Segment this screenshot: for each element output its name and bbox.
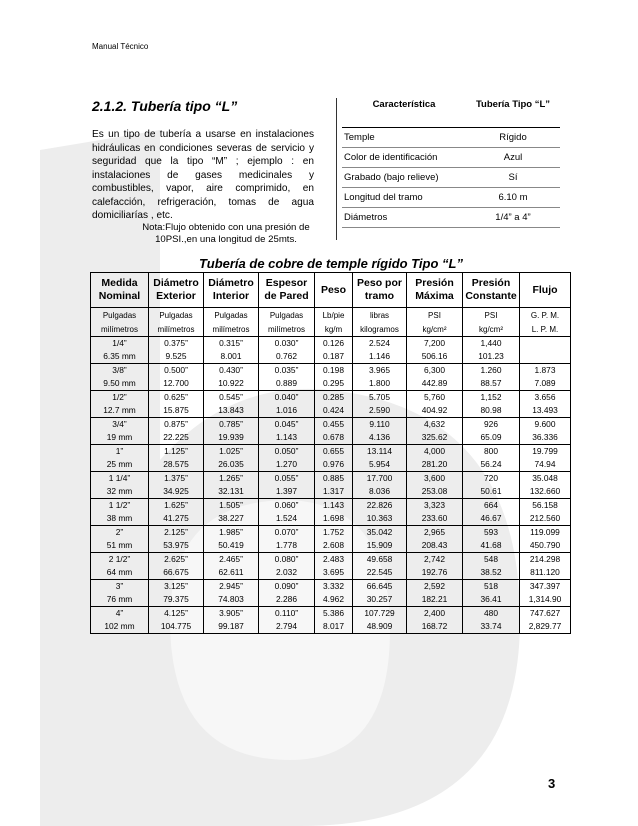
table-cell: 8.001: [204, 350, 259, 364]
table-row: [91, 418, 571, 432]
copper-tube-table: [90, 272, 571, 634]
table-cell: 5.386: [315, 607, 353, 621]
table-cell: kilogramos: [353, 322, 407, 337]
table-cell: 35.048: [520, 472, 571, 486]
table-cell: 2,965: [407, 526, 463, 540]
table-cell: 3/8”: [91, 364, 149, 378]
table-cell: 0.785”: [204, 418, 259, 432]
table-cell: 3,600: [407, 472, 463, 486]
column-header-line: Constante: [465, 290, 517, 302]
column-header-line: Nominal: [98, 290, 141, 302]
table-cell: 3.905”: [204, 607, 259, 621]
table-cell: 0.424: [315, 404, 353, 418]
table-cell: 1,152: [463, 391, 520, 405]
table-cell: 2.286: [259, 593, 315, 607]
table-cell: 34.925: [149, 485, 204, 499]
table-cell: 8.017: [315, 620, 353, 634]
table-cell: 49.658: [353, 553, 407, 567]
table-cell: 32 mm: [91, 485, 149, 499]
table-row: [91, 580, 571, 594]
column-header-line: Diámetro: [153, 277, 199, 289]
characteristics-header-row: [342, 99, 560, 128]
table-cell: 28.575: [149, 458, 204, 472]
table-cell: 107.729: [353, 607, 407, 621]
table-cell: 13.843: [204, 404, 259, 418]
table-cell: 3.965: [353, 364, 407, 378]
document-header: Manual Técnico: [92, 42, 149, 51]
table-cell: 1,440: [463, 337, 520, 351]
table-cell: 1.317: [315, 485, 353, 499]
table-cell: kg/m: [315, 322, 353, 337]
column-header-line: de Pared: [264, 290, 309, 302]
column-header-line: Diámetro: [208, 277, 254, 289]
table-cell: 1/4”: [91, 337, 149, 351]
table-cell: 214.298: [520, 553, 571, 567]
table-cell: 281.20: [407, 458, 463, 472]
column-header: [204, 273, 259, 308]
table-cell: 1.270: [259, 458, 315, 472]
table-cell: 1 1/2”: [91, 499, 149, 513]
table-cell: 4.962: [315, 593, 353, 607]
table-cell: kg/cm²: [463, 322, 520, 337]
table-cell: 19.799: [520, 445, 571, 459]
table-cell: 2.524: [353, 337, 407, 351]
table-cell: PSI: [463, 308, 520, 323]
characteristic-value: 1/4” a 4”: [466, 208, 560, 228]
column-header: [353, 273, 407, 308]
table-cell: 1/2”: [91, 391, 149, 405]
table-cell: 3.656: [520, 391, 571, 405]
table-cell: 0.976: [315, 458, 353, 472]
table-cell: 50.61: [463, 485, 520, 499]
table-cell: 233.60: [407, 512, 463, 526]
table-cell: 4,000: [407, 445, 463, 459]
column-header-line: Peso por: [357, 277, 402, 289]
table-row: [91, 445, 571, 459]
table-row: [91, 391, 571, 405]
table-cell: 13.493: [520, 404, 571, 418]
column-header-line: Exterior: [156, 290, 196, 302]
table-cell: 747.627: [520, 607, 571, 621]
table-cell: 506.16: [407, 350, 463, 364]
characteristic-header: Característica: [342, 99, 466, 128]
table-cell: 0.110”: [259, 607, 315, 621]
table-cell: 518: [463, 580, 520, 594]
table-cell: 65.09: [463, 431, 520, 445]
table-cell: 41.68: [463, 539, 520, 553]
table-cell: 2.590: [353, 404, 407, 418]
table-cell: 0.060”: [259, 499, 315, 513]
table-cell: 182.21: [407, 593, 463, 607]
table-cell: 0.875”: [149, 418, 204, 432]
column-header-line: Presión: [415, 277, 454, 289]
table-cell: 2.483: [315, 553, 353, 567]
table-cell: 1.025”: [204, 445, 259, 459]
table-cell: 1.698: [315, 512, 353, 526]
table-cell: 2.032: [259, 566, 315, 580]
table-cell: 15.875: [149, 404, 204, 418]
table-cell: 3.332: [315, 580, 353, 594]
characteristic-value: Azul: [466, 148, 560, 168]
column-header: [520, 273, 571, 308]
table-cell: 4”: [91, 607, 149, 621]
characteristic-row: [342, 148, 560, 168]
table-cell: 62.611: [204, 566, 259, 580]
units-row: [91, 308, 571, 323]
units-row: [91, 322, 571, 337]
table-cell: 1.143: [315, 499, 353, 513]
table-cell: 664: [463, 499, 520, 513]
intro-paragraph: Es un tipo de tubería a usarse en instalaciones hidráulicas en condiciones severas de servicio y seguridad que la tipo “M” ; ejemplo : en instalaciones de gases medicinales y combustibles, vapor, aire comprimido, en calefacción, refrigeración, tomas de agua domiciliarías , etc.: [92, 129, 314, 221]
table-cell: PSI: [407, 308, 463, 323]
table-cell: 2,592: [407, 580, 463, 594]
table-cell: 2.945”: [204, 580, 259, 594]
table-cell: 0.678: [315, 431, 353, 445]
table-cell: 0.455: [315, 418, 353, 432]
table-cell: G. P. M.: [520, 308, 571, 323]
table-cell: 0.762: [259, 350, 315, 364]
table-cell: 5.705: [353, 391, 407, 405]
table-cell: 64 mm: [91, 566, 149, 580]
table-cell: 2.608: [315, 539, 353, 553]
table-cell: 1.125”: [149, 445, 204, 459]
table-cell: 0.430”: [204, 364, 259, 378]
table-cell: 3.695: [315, 566, 353, 580]
table-cell: [520, 350, 571, 364]
tube-type-header: Tubería Tipo “L”: [466, 99, 560, 128]
table-cell: 88.57: [463, 377, 520, 391]
column-header-line: Flujo: [532, 283, 558, 296]
table-cell: 2.125”: [149, 526, 204, 540]
table-cell: 38 mm: [91, 512, 149, 526]
table-cell: 208.43: [407, 539, 463, 553]
table-cell: 22.826: [353, 499, 407, 513]
table-cell: 0.285: [315, 391, 353, 405]
column-header-line: Peso: [320, 283, 347, 296]
characteristic-label: Longitud del tramo: [342, 188, 466, 208]
table-cell: 50.419: [204, 539, 259, 553]
characteristic-value: 6.10 m: [466, 188, 560, 208]
column-header: [315, 273, 353, 308]
table-cell: 0.295: [315, 377, 353, 391]
table-cell: 0.625”: [149, 391, 204, 405]
flow-note: Nota:Flujo obtenido con una presión de 10PSI.,en una longitud de 25mts.: [142, 222, 310, 245]
table-cell: 325.62: [407, 431, 463, 445]
table-cell: 1 1/4”: [91, 472, 149, 486]
table-cell: 1.752: [315, 526, 353, 540]
characteristics-table: [342, 99, 560, 228]
table-cell: 2,829.77: [520, 620, 571, 634]
table-cell: 2,400: [407, 607, 463, 621]
table-cell: 1.524: [259, 512, 315, 526]
table-cell: 3/4”: [91, 418, 149, 432]
table-row: [91, 472, 571, 486]
table-cell: 0.315”: [204, 337, 259, 351]
table-row: [91, 364, 571, 378]
table-cell: 4.136: [353, 431, 407, 445]
table-cell: Pulgadas: [259, 308, 315, 323]
table-cell: 66.675: [149, 566, 204, 580]
table-cell: 0.045”: [259, 418, 315, 432]
table-cell: Pulgadas: [149, 308, 204, 323]
table-cell: 1.505”: [204, 499, 259, 513]
table-cell: 7,200: [407, 337, 463, 351]
column-divider: [336, 98, 337, 240]
table-cell: 1.146: [353, 350, 407, 364]
table-cell: 48.909: [353, 620, 407, 634]
column-header: [463, 273, 520, 308]
section-title: 2.1.2. Tubería tipo “L”: [92, 98, 238, 114]
table-row: [91, 620, 571, 634]
table-cell: kg/cm²: [407, 322, 463, 337]
table-cell: 0.375”: [149, 337, 204, 351]
table-row: [91, 431, 571, 445]
table-cell: 3.125”: [149, 580, 204, 594]
table-cell: 74.803: [204, 593, 259, 607]
table-cell: L. P. M.: [520, 322, 571, 337]
characteristic-value: Sí: [466, 168, 560, 188]
table-cell: 1,314.90: [520, 593, 571, 607]
table-cell: 19.939: [204, 431, 259, 445]
table-cell: 1.625”: [149, 499, 204, 513]
table-cell: 2.794: [259, 620, 315, 634]
table-cell: 17.700: [353, 472, 407, 486]
table-cell: 0.035”: [259, 364, 315, 378]
table-cell: 19 mm: [91, 431, 149, 445]
table-cell: 30.257: [353, 593, 407, 607]
table-row: [91, 485, 571, 499]
table-cell: 1.260: [463, 364, 520, 378]
column-header-line: Presión: [471, 277, 511, 289]
table-cell: 132.660: [520, 485, 571, 499]
table-row: [91, 350, 571, 364]
table-cell: 102 mm: [91, 620, 149, 634]
characteristic-value: Rígido: [466, 128, 560, 148]
table-cell: 76 mm: [91, 593, 149, 607]
table-row: [91, 539, 571, 553]
table-cell: Pulgadas: [91, 308, 149, 323]
table-cell: 2”: [91, 526, 149, 540]
table-cell: 450.790: [520, 539, 571, 553]
column-header-line: Máxima: [415, 290, 454, 302]
table-cell: 101.23: [463, 350, 520, 364]
table-cell: 25 mm: [91, 458, 149, 472]
table-cell: 12.7 mm: [91, 404, 149, 418]
table-cell: 13.114: [353, 445, 407, 459]
table-cell: 10.363: [353, 512, 407, 526]
table-cell: 1.375”: [149, 472, 204, 486]
characteristic-row: [342, 128, 560, 148]
table-row: [91, 337, 571, 351]
table-cell: 548: [463, 553, 520, 567]
table-cell: 66.645: [353, 580, 407, 594]
table-cell: 22.545: [353, 566, 407, 580]
table-cell: 99.187: [204, 620, 259, 634]
table-cell: 51 mm: [91, 539, 149, 553]
table-cell: 8.036: [353, 485, 407, 499]
column-header-line: Interior: [212, 290, 250, 302]
characteristic-label: Temple: [342, 128, 466, 148]
table-cell: 0.040”: [259, 391, 315, 405]
table-cell: 720: [463, 472, 520, 486]
table-cell: 593: [463, 526, 520, 540]
table-row: [91, 499, 571, 513]
table-cell: milímetros: [91, 322, 149, 337]
table-cell: 1.800: [353, 377, 407, 391]
table-cell: 0.545”: [204, 391, 259, 405]
table-cell: 32.131: [204, 485, 259, 499]
table-cell: 1.985”: [204, 526, 259, 540]
table-cell: 41.275: [149, 512, 204, 526]
table-cell: 5.954: [353, 458, 407, 472]
table-cell: 12.700: [149, 377, 204, 391]
column-header: [259, 273, 315, 308]
table-row: [91, 377, 571, 391]
table-cell: Lb/pie: [315, 308, 353, 323]
characteristic-row: [342, 168, 560, 188]
table-cell: Pulgadas: [204, 308, 259, 323]
table-cell: 442.89: [407, 377, 463, 391]
table-cell: 56.158: [520, 499, 571, 513]
table-cell: 0.050”: [259, 445, 315, 459]
table-cell: 26.035: [204, 458, 259, 472]
column-header: [149, 273, 204, 308]
table-cell: 38.227: [204, 512, 259, 526]
table-cell: milímetros: [204, 322, 259, 337]
characteristic-label: Diámetros: [342, 208, 466, 228]
characteristic-label: Color de identificación: [342, 148, 466, 168]
table-header-row: [91, 273, 571, 308]
table-cell: 6.35 mm: [91, 350, 149, 364]
table-cell: 1.143: [259, 431, 315, 445]
table-cell: 80.98: [463, 404, 520, 418]
table-cell: 3,323: [407, 499, 463, 513]
table-cell: 4.125”: [149, 607, 204, 621]
table-cell: 0.126: [315, 337, 353, 351]
column-header-line: Medida: [101, 277, 138, 289]
table-cell: 0.655: [315, 445, 353, 459]
table-row: [91, 553, 571, 567]
table-cell: 0.889: [259, 377, 315, 391]
table-cell: 0.055”: [259, 472, 315, 486]
table-cell: 0.198: [315, 364, 353, 378]
table-cell: 192.76: [407, 566, 463, 580]
table-cell: 168.72: [407, 620, 463, 634]
table-cell: 1”: [91, 445, 149, 459]
table-title: Tubería de cobre de temple rígido Tipo “L”: [199, 256, 463, 271]
page-number: 3: [548, 776, 556, 791]
table-cell: 0.885: [315, 472, 353, 486]
table-cell: 1.397: [259, 485, 315, 499]
table-cell: 811.120: [520, 566, 571, 580]
table-cell: 53.975: [149, 539, 204, 553]
table-cell: milímetros: [259, 322, 315, 337]
table-cell: 4,632: [407, 418, 463, 432]
table-cell: 56.24: [463, 458, 520, 472]
table-cell: 0.090”: [259, 580, 315, 594]
table-cell: 9.50 mm: [91, 377, 149, 391]
table-cell: 0.070”: [259, 526, 315, 540]
table-cell: 1.265”: [204, 472, 259, 486]
table-cell: 104.775: [149, 620, 204, 634]
table-row: [91, 566, 571, 580]
table-row: [91, 607, 571, 621]
table-cell: 1.778: [259, 539, 315, 553]
table-cell: 0.080”: [259, 553, 315, 567]
table-cell: 3”: [91, 580, 149, 594]
table-cell: 15.909: [353, 539, 407, 553]
table-cell: 9.600: [520, 418, 571, 432]
characteristic-row: [342, 208, 560, 228]
characteristic-label: Grabado (bajo relieve): [342, 168, 466, 188]
table-row: [91, 512, 571, 526]
table-cell: milímetros: [149, 322, 204, 337]
table-cell: 22.225: [149, 431, 204, 445]
table-cell: 2 1/2”: [91, 553, 149, 567]
table-cell: 5,760: [407, 391, 463, 405]
column-header-line: tramo: [364, 290, 395, 302]
table-row: [91, 593, 571, 607]
table-cell: 10.922: [204, 377, 259, 391]
table-cell: 253.08: [407, 485, 463, 499]
table-cell: 7.089: [520, 377, 571, 391]
table-cell: 36.41: [463, 593, 520, 607]
table-row: [91, 404, 571, 418]
table-cell: 0.500”: [149, 364, 204, 378]
table-cell: 480: [463, 607, 520, 621]
table-cell: 119.099: [520, 526, 571, 540]
table-cell: 46.67: [463, 512, 520, 526]
table-cell: 1.873: [520, 364, 571, 378]
table-cell: 33.74: [463, 620, 520, 634]
table-cell: 9.110: [353, 418, 407, 432]
table-cell: 2.625”: [149, 553, 204, 567]
column-header: [407, 273, 463, 308]
column-header-line: Espesor: [265, 277, 308, 289]
table-cell: 36.336: [520, 431, 571, 445]
table-cell: 800: [463, 445, 520, 459]
column-header: [91, 273, 149, 308]
table-cell: 6,300: [407, 364, 463, 378]
table-row: [91, 458, 571, 472]
table-cell: 79.375: [149, 593, 204, 607]
table-cell: 2.465”: [204, 553, 259, 567]
table-cell: 9.525: [149, 350, 204, 364]
table-cell: libras: [353, 308, 407, 323]
table-cell: 347.397: [520, 580, 571, 594]
table-cell: 35.042: [353, 526, 407, 540]
table-cell: 74.94: [520, 458, 571, 472]
table-cell: 404.92: [407, 404, 463, 418]
table-cell: 0.030”: [259, 337, 315, 351]
table-row: [91, 526, 571, 540]
table-cell: 38.52: [463, 566, 520, 580]
table-cell: 212.560: [520, 512, 571, 526]
table-cell: 0.187: [315, 350, 353, 364]
table-cell: 1.016: [259, 404, 315, 418]
table-cell: 926: [463, 418, 520, 432]
characteristic-row: [342, 188, 560, 208]
table-cell: [520, 337, 571, 351]
table-cell: 2,742: [407, 553, 463, 567]
